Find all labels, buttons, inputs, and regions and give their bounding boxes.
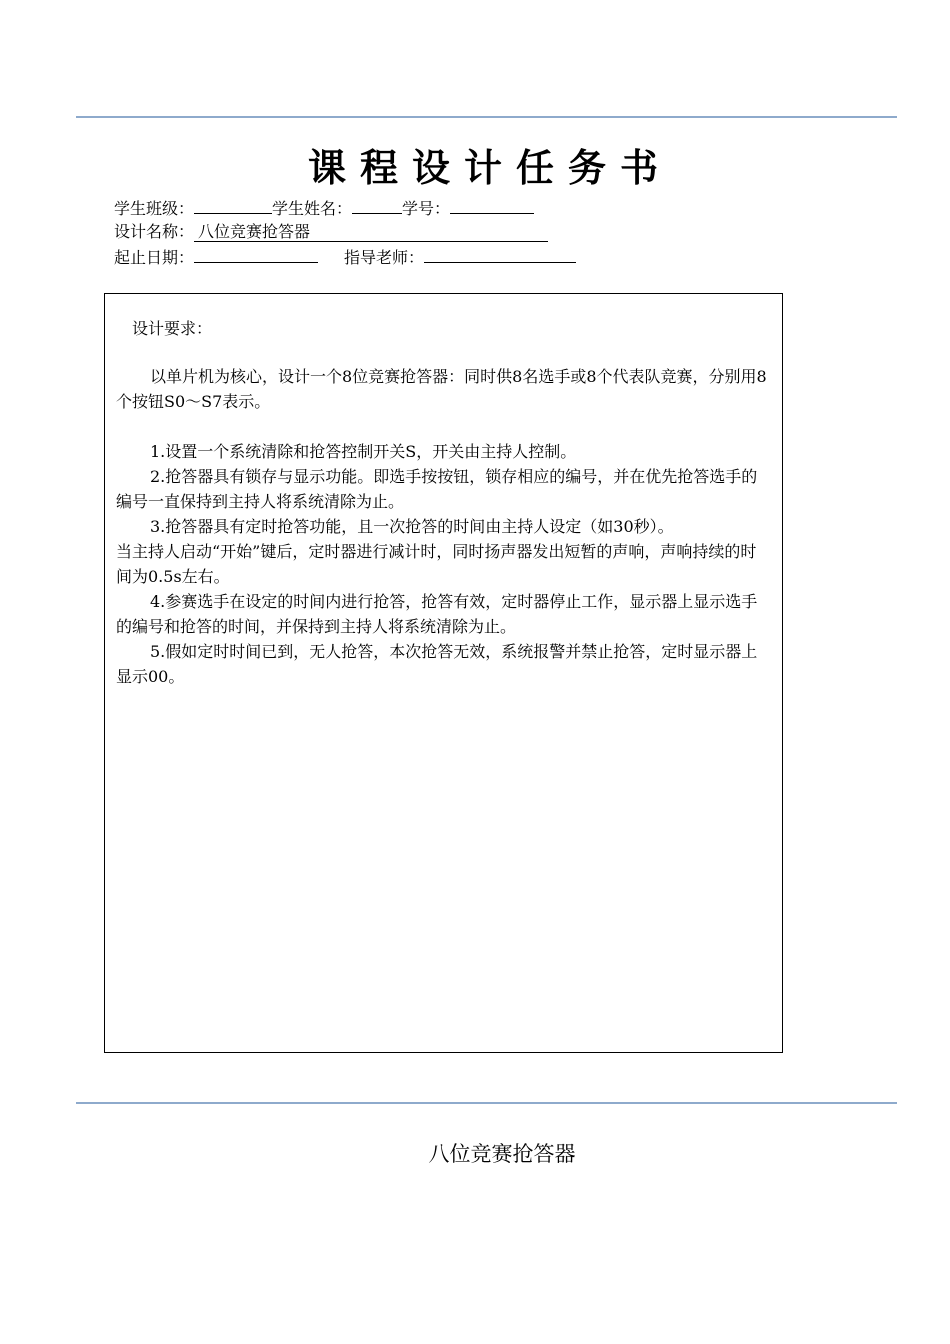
id-label: 学号： [402, 199, 451, 218]
requirements-label: 设计要求： [132, 319, 213, 338]
id-field[interactable] [450, 196, 534, 214]
date-label: 起止日期： [114, 248, 195, 267]
requirement-item-2: 2.抢答器具有锁存与显示功能。即选手按按钮，锁存相应的编号，并在优先抢答选手的编号一直保持到主持人将系统清除为止。 [116, 467, 758, 511]
header-divider [76, 116, 897, 118]
requirement-item-1: 1.设置一个系统清除和抢答控制开关S，开关由主持人控制。 [150, 442, 577, 461]
teacher-field[interactable] [424, 245, 576, 263]
footer-divider [76, 1102, 897, 1104]
class-label: 学生班级： [114, 199, 195, 218]
date-field[interactable] [194, 245, 318, 263]
name-field[interactable] [352, 196, 402, 214]
requirements-intro: 以单片机为核心，设计一个8位竞赛抢答器：同时供8名选手或8个代表队竞赛，分别用8个按钮S0～S7表示。 [116, 367, 767, 411]
requirement-item-3-continued: 当主持人启动“开始”键后，定时器进行减计时，同时扬声器发出短暂的声响，声响持续的时间为0.5s左右。 [116, 542, 757, 586]
requirement-item-3: 3.抢答器具有定时抢答功能，且一次抢答的时间由主持人设定（如30秒）。 [150, 517, 674, 536]
page-title: 课程设计任务书 [307, 146, 672, 190]
requirement-item-5: 5.假如定时时间已到，无人抢答，本次抢答无效，系统报警并禁止抢答，定时显示器上显示00。 [116, 642, 758, 686]
class-field[interactable] [194, 196, 272, 214]
requirement-item-4: 4.参赛选手在设定的时间内进行抢答，抢答有效，定时器停止工作，显示器上显示选手的编号和抢答的时间，并保持到主持人将系统清除为止。 [116, 592, 758, 636]
student-info-row [114, 196, 534, 221]
next-page-title: 八位竞赛抢答器 [428, 1142, 576, 1166]
date-teacher-row [114, 245, 576, 270]
teacher-label: 指导老师： [344, 248, 425, 267]
requirements-content [116, 364, 768, 689]
design-name-row [114, 220, 548, 244]
requirements-box [104, 293, 783, 1053]
design-name-value: 八位竞赛抢答器 [194, 222, 548, 242]
name-label: 学生姓名： [272, 199, 353, 218]
design-label: 设计名称： [114, 222, 195, 241]
